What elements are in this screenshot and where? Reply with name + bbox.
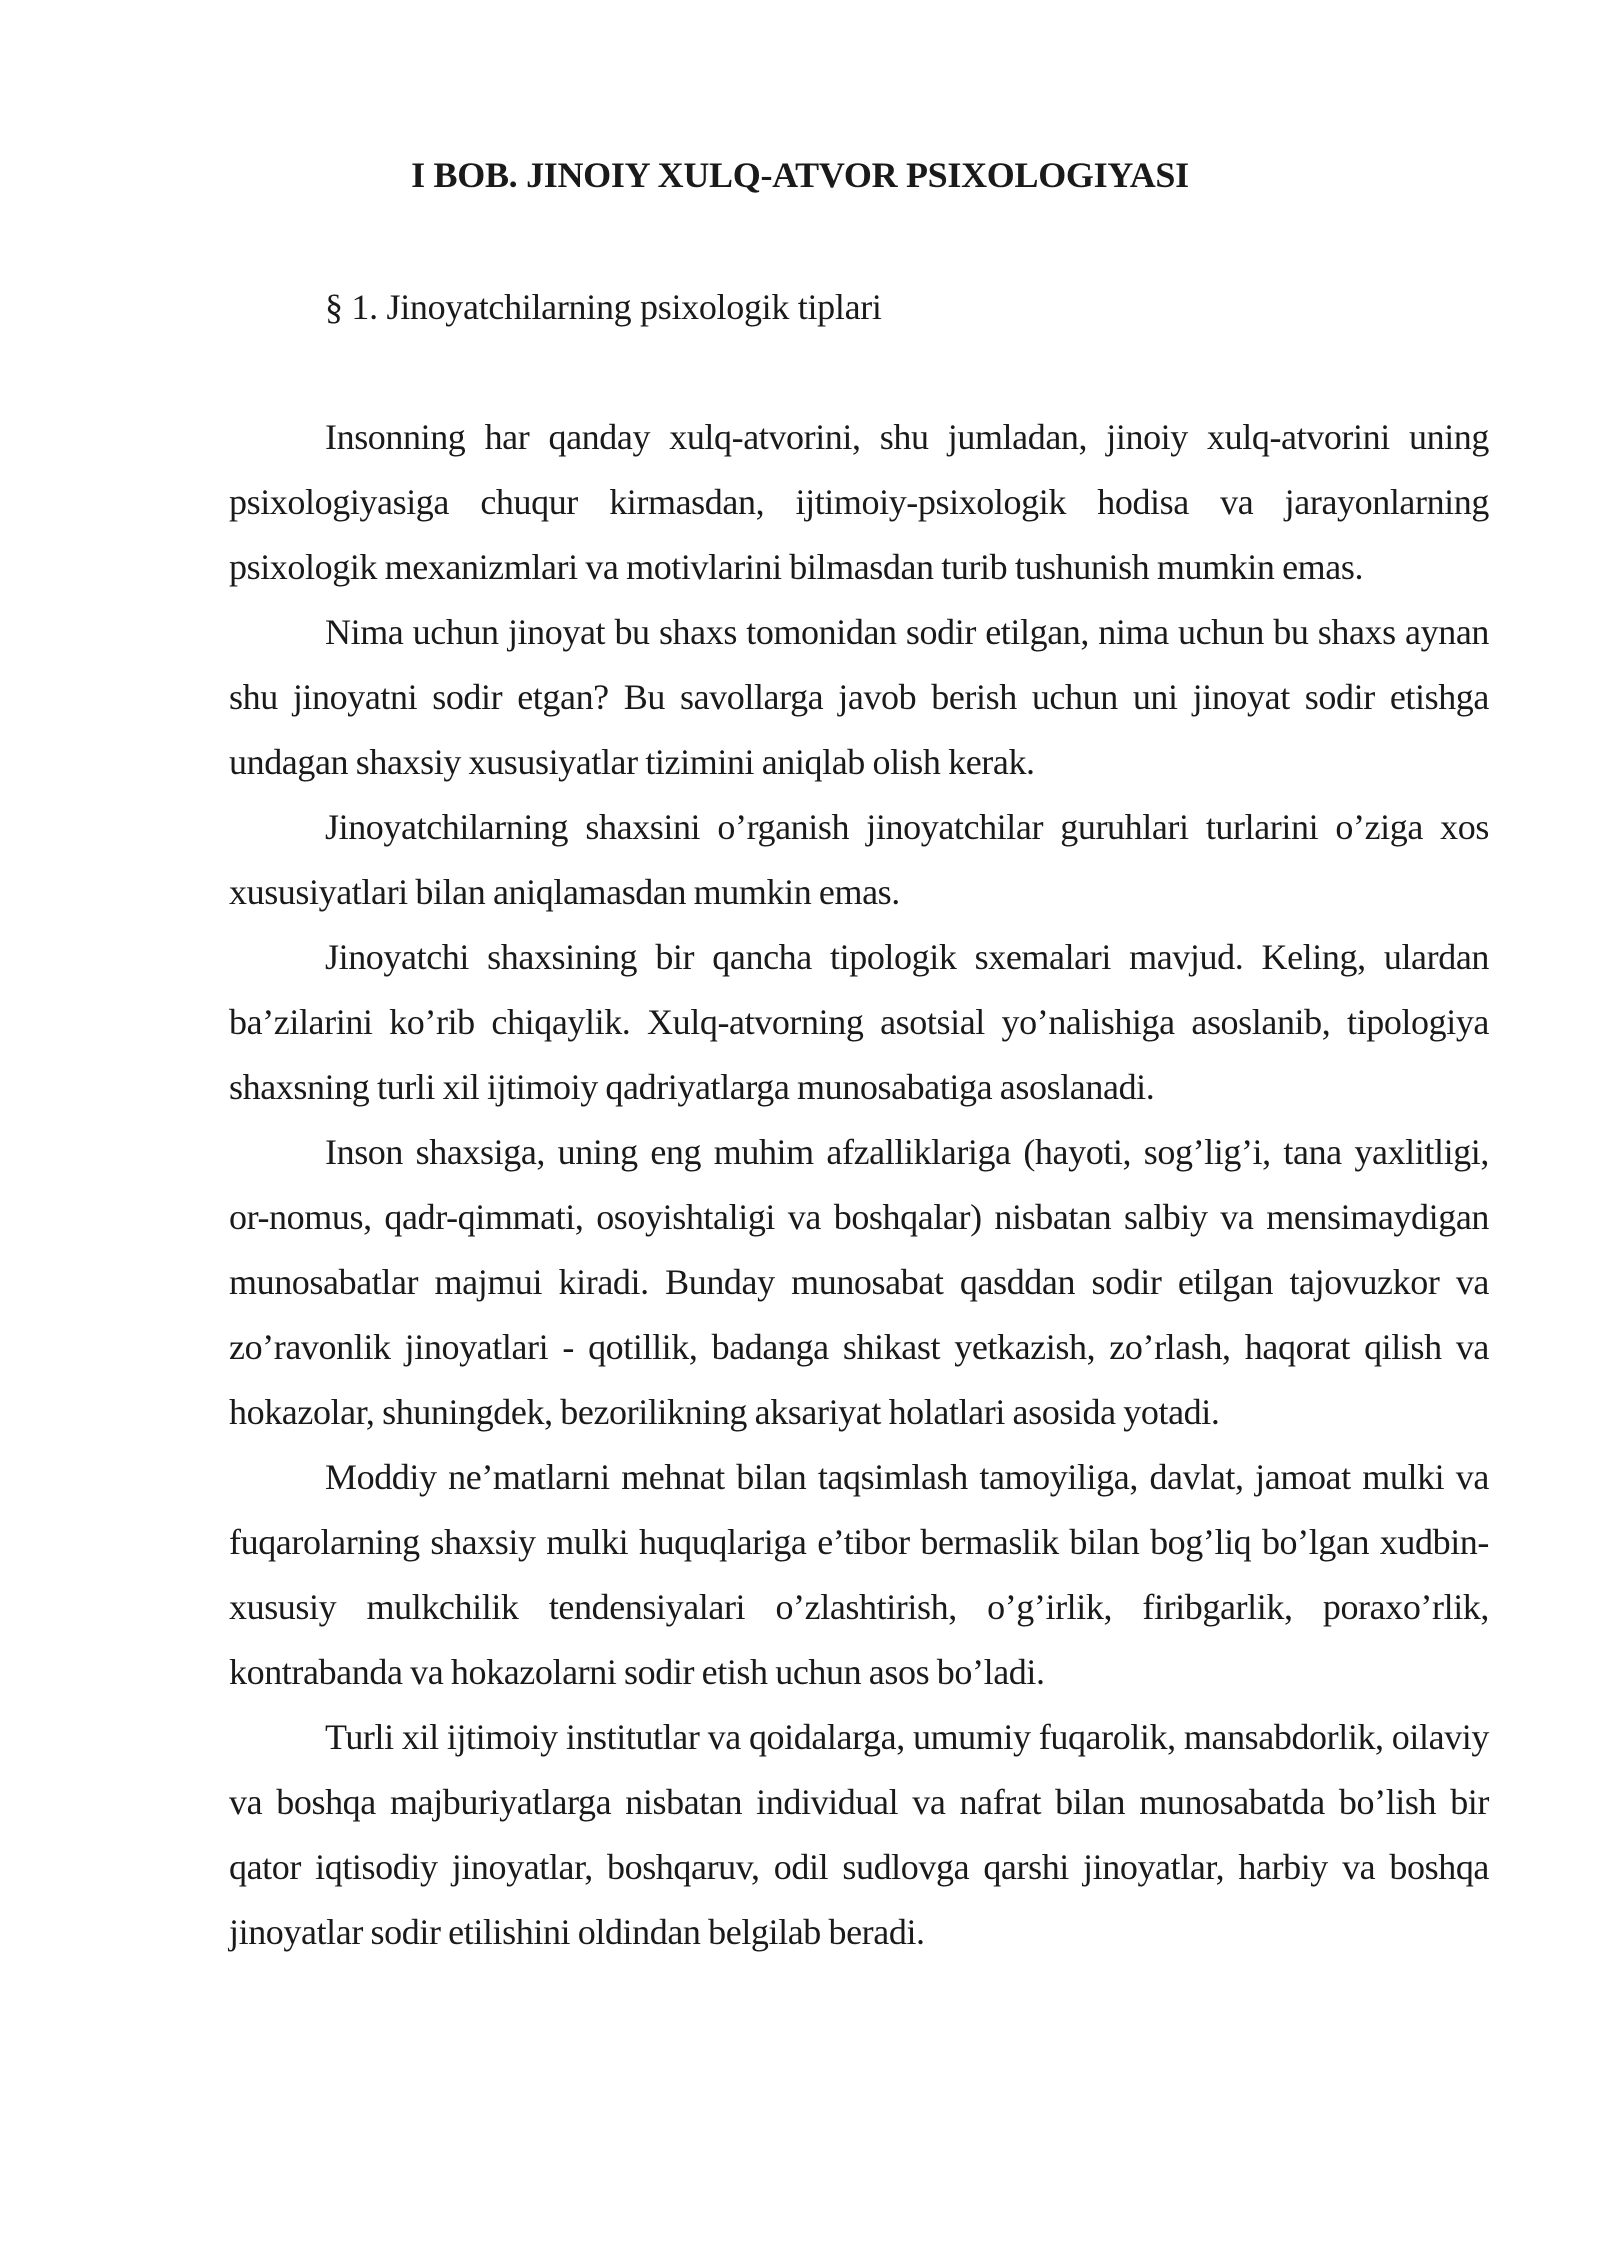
paragraph: Inson shaxsiga, uning eng muhim afzalliklariga (hayoti, sog’lig’i, tana yaxlitligi, or-nomus, qadr-qimmati, osoyishtaligi va boshqalar) nisbatan salbiy va mensimaydigan munosabatlar majmui kiradi. Bunday munosabat qasddan sodir etilgan tajovuzkor va zo’ravonlik jinoyatlari - qotillik, badanga shikast yetkazish, zo’rlash, haqorat qilish va hokazolar, shuningdek, bezorilikning aksariyat holatlari asosida yotadi. [229,1132,1489,1432]
paragraph: Jinoyatchi shaxsining bir qancha tipologik sxemalari mavjud. Keling, ulardan ba’zilarini ko’rib chiqaylik. Xulq-atvorning asotsial yo’nalishiga asoslanib, tipologiya shaxsning turli xil ijtimoiy qadriyatlarga munosabatiga asoslanadi. [229,937,1489,1107]
body-text [229,405,1489,1965]
chapter-title: I BOB. JINOIY XULQ-ATVOR PSIXOLOGIYASI [411,155,1189,195]
paragraph: Moddiy ne’matlarni mehnat bilan taqsimlash tamoyiliga, davlat, jamoat mulki va fuqarolarning shaxsiy mulki huquqlariga e’tibor bermaslik bilan bog’liq bo’lgan xudbin-xususiy mulkchilik tendensiyalari o’zlashtirish, o’g’irlik, firibgarlik, poraxo’rlik, kontrabanda va hokazolarni sodir etish uchun asos bo’ladi. [229,1457,1489,1692]
paragraph: Turli xil ijtimoiy institutlar va qoidalarga, umumiy fuqarolik, mansabdorlik, oilaviy va boshqa majburiyatlarga nisbatan individual va nafrat bilan munosabatda bo’lish bir qator iqtisodiy jinoyatlar, boshqaruv, odil sudlovga qarshi jinoyatlar, harbiy va boshqa jinoyatlar sodir etilishini oldindan belgilab beradi. [229,1717,1489,1952]
paragraph: Insonning har qanday xulq-atvorini, shu jumladan, jinoiy xulq-atvorini uning psixologiyasiga chuqur kirmasdan, ijtimoiy-psixologik hodisa va jarayonlarning psixologik mexanizmlari va motivlarini bilmasdan turib tushunish mumkin emas. [229,417,1489,587]
paragraph: Jinoyatchilarning shaxsini o’rganish jinoyatchilar guruhlari turlarini o’ziga xos xususiyatlari bilan aniqlamasdan mumkin emas. [229,807,1489,912]
section-title: § 1. Jinoyatchilarning psixologik tiplari [325,287,882,327]
paragraph: Nima uchun jinoyat bu shaxs tomonidan sodir etilgan, nima uchun bu shaxs aynan shu jinoyatni sodir etgan? Bu savollarga javob berish uchun uni jinoyat sodir etishga undagan shaxsiy xususiyatlar tizimini aniqlab olish kerak. [229,612,1489,782]
